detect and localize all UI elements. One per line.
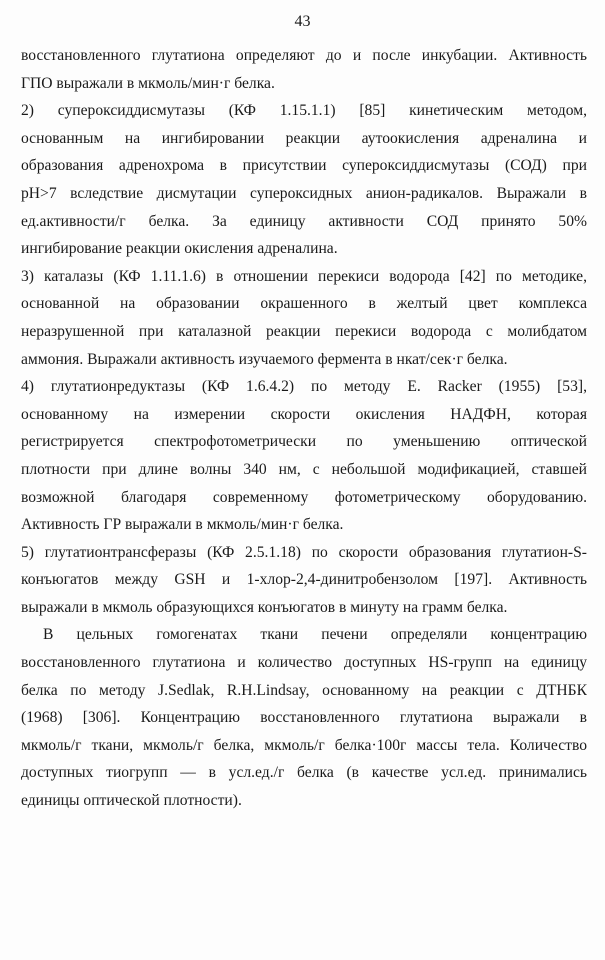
- text-line: ГПО выражали в мкмоль/мин·г белка.: [21, 74, 275, 92]
- page-number: 43: [294, 13, 311, 30]
- text-line: регистрируется спектрофотометрически по уменьшению оптической: [21, 433, 587, 451]
- body-text: [21, 42, 587, 815]
- text-line: основанной на образовании окрашенного в желтый цвет комплекса: [21, 295, 587, 313]
- text-line: восстановленного глутатиона определяют до и после инкубации. Активность: [21, 47, 587, 64]
- text-line: восстановленного глутатиона и количество доступных HS-групп на единицу: [21, 654, 587, 672]
- text-line: ед.активности/г белка. За единицу активности СОД принято 50%: [21, 212, 587, 230]
- text-line: плотности при длине волны 340 нм, с небольшой модификацией, ставшей: [21, 460, 587, 478]
- text-line: возможной благодаря современному фотометрическому оборудованию.: [21, 488, 587, 506]
- text-line: белка по методу J.Sedlak, R.H.Lindsay, основанному на реакции с ДТНБК: [21, 681, 587, 699]
- text-line: основанному на измерении скорости окисления НАДФН, которая: [21, 405, 587, 423]
- text-line: выражали в мкмоль образующихся конъюгатов в минуту на грамм белка.: [21, 598, 508, 616]
- text-line: 2) супероксиддисмутазы (КФ 1.15.1.1) [85] кинетическим методом,: [21, 102, 587, 120]
- text-line: (1968) [306]. Концентрацию восстановленного глутатиона выражали в: [21, 709, 587, 727]
- text-line: основанным на ингибировании реакции аутоокисления адреналина и: [21, 129, 587, 147]
- text-line: конъюгатов между GSH и 1-хлор-2,4-динитробензолом [197]. Активность: [21, 571, 587, 589]
- text-line: ингибирование реакции окисления адреналина.: [21, 240, 338, 258]
- text-line: доступных тиогрупп — в усл.ед./г белка (в качестве усл.ед. принимались: [21, 764, 587, 782]
- text-line: В цельных гомогенатах ткани печени определяли концентрацию: [43, 626, 587, 644]
- text-line: образования адренохрома в присутствии супероксиддисмутазы (СОД) при: [21, 157, 587, 175]
- text-line: единицы оптической плотности).: [21, 792, 242, 810]
- text-line: 4) глутатионредуктазы (КФ 1.6.4.2) по методу E. Racker (1955) [53],: [21, 378, 587, 396]
- text-line: аммония. Выражали активность изучаемого фермента в нкат/сек·г белка.: [21, 350, 508, 368]
- text-line: 5) глутатионтрансферазы (КФ 2.5.1.18) по скорости образования глутатион-S-: [21, 543, 587, 561]
- text-line: мкмоль/г ткани, мкмоль/г белка, мкмоль/г белка·100г массы тела. Количество: [21, 736, 587, 754]
- text-line: 3) каталазы (КФ 1.11.1.6) в отношении перекиси водорода [42] по методике,: [21, 267, 587, 285]
- text-line: неразрушенной при каталазной реакции перекиси водорода с молибдатом: [21, 322, 587, 340]
- text-line: рН>7 вследствие дисмутации супероксидных анион-радикалов. Выражали в: [21, 184, 587, 202]
- text-line: Активность ГР выражали в мкмоль/мин·г белка.: [21, 516, 344, 534]
